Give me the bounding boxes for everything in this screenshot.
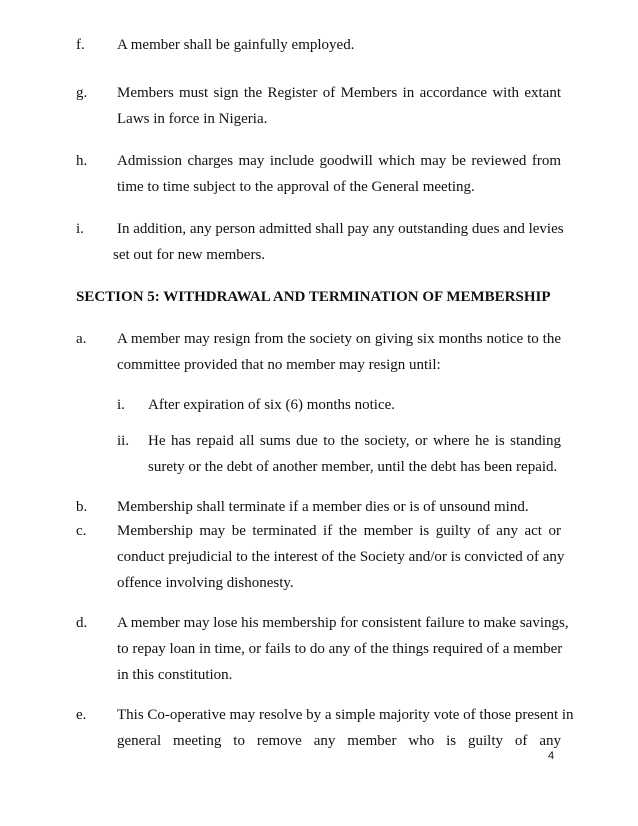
- subitem-i-line-1: After expiration of six (6) months notice.: [148, 397, 396, 413]
- item-d-line-1: A member may lose his membership for consistent failure to make savings,: [117, 615, 569, 631]
- item-marker-g: g.: [76, 85, 88, 101]
- item-d-line-2: to repay loan in time, or fails to do any of the things required of a member: [117, 641, 563, 657]
- item-h-line-1: Admission charges may include goodwill which may be reviewed from: [117, 153, 561, 169]
- item-marker-i: i.: [76, 221, 84, 237]
- item-marker-f: f.: [76, 37, 85, 53]
- section-heading: SECTION 5: WITHDRAWAL AND TERMINATION OF MEMBERSHIP: [76, 289, 551, 305]
- subitem-ii-line-2: surety or the debt of another member, until the debt has been repaid.: [148, 459, 558, 475]
- subitem-marker-i: i.: [117, 397, 125, 413]
- item-e-line-2: general meeting to remove any member who is guilty of any: [117, 733, 561, 749]
- item-h-line-2: time to time subject to the approval of the General meeting.: [117, 179, 475, 195]
- subitem-ii-line-1: He has repaid all sums due to the society, or where he is standing: [148, 433, 561, 449]
- item-b-line-1: Membership shall terminate if a member dies or is of unsound mind.: [117, 499, 529, 515]
- item-c-line-1: Membership may be terminated if the member is guilty of any act or: [117, 523, 561, 539]
- item-marker-a: a.: [76, 331, 87, 347]
- item-f-line-1: A member shall be gainfully employed.: [117, 37, 355, 53]
- item-marker-b: b.: [76, 499, 88, 515]
- item-marker-e: e.: [76, 707, 87, 723]
- item-g-line-1: Members must sign the Register of Members in accordance with extant: [117, 85, 561, 101]
- page-number: 4: [548, 750, 555, 762]
- item-i-line-2: set out for new members.: [113, 247, 266, 263]
- item-a-line-1: A member may resign from the society on giving six months notice to the: [117, 331, 561, 347]
- item-g-line-2: Laws in force in Nigeria.: [117, 111, 268, 127]
- item-a-line-2: committee provided that no member may resign until:: [117, 357, 441, 373]
- item-marker-c: c.: [76, 523, 87, 539]
- item-d-line-3: in this constitution.: [117, 667, 233, 683]
- item-marker-h: h.: [76, 153, 88, 169]
- item-marker-d: d.: [76, 615, 88, 631]
- item-c-line-3: offence involving dishonesty.: [117, 575, 294, 591]
- subitem-marker-ii: ii.: [117, 433, 130, 449]
- item-e-line-1: This Co-operative may resolve by a simple majority vote of those present in: [117, 707, 574, 723]
- item-i-line-1: In addition, any person admitted shall pay any outstanding dues and levies: [117, 221, 564, 237]
- item-c-line-2: conduct prejudicial to the interest of the Society and/or is convicted of any: [117, 549, 565, 565]
